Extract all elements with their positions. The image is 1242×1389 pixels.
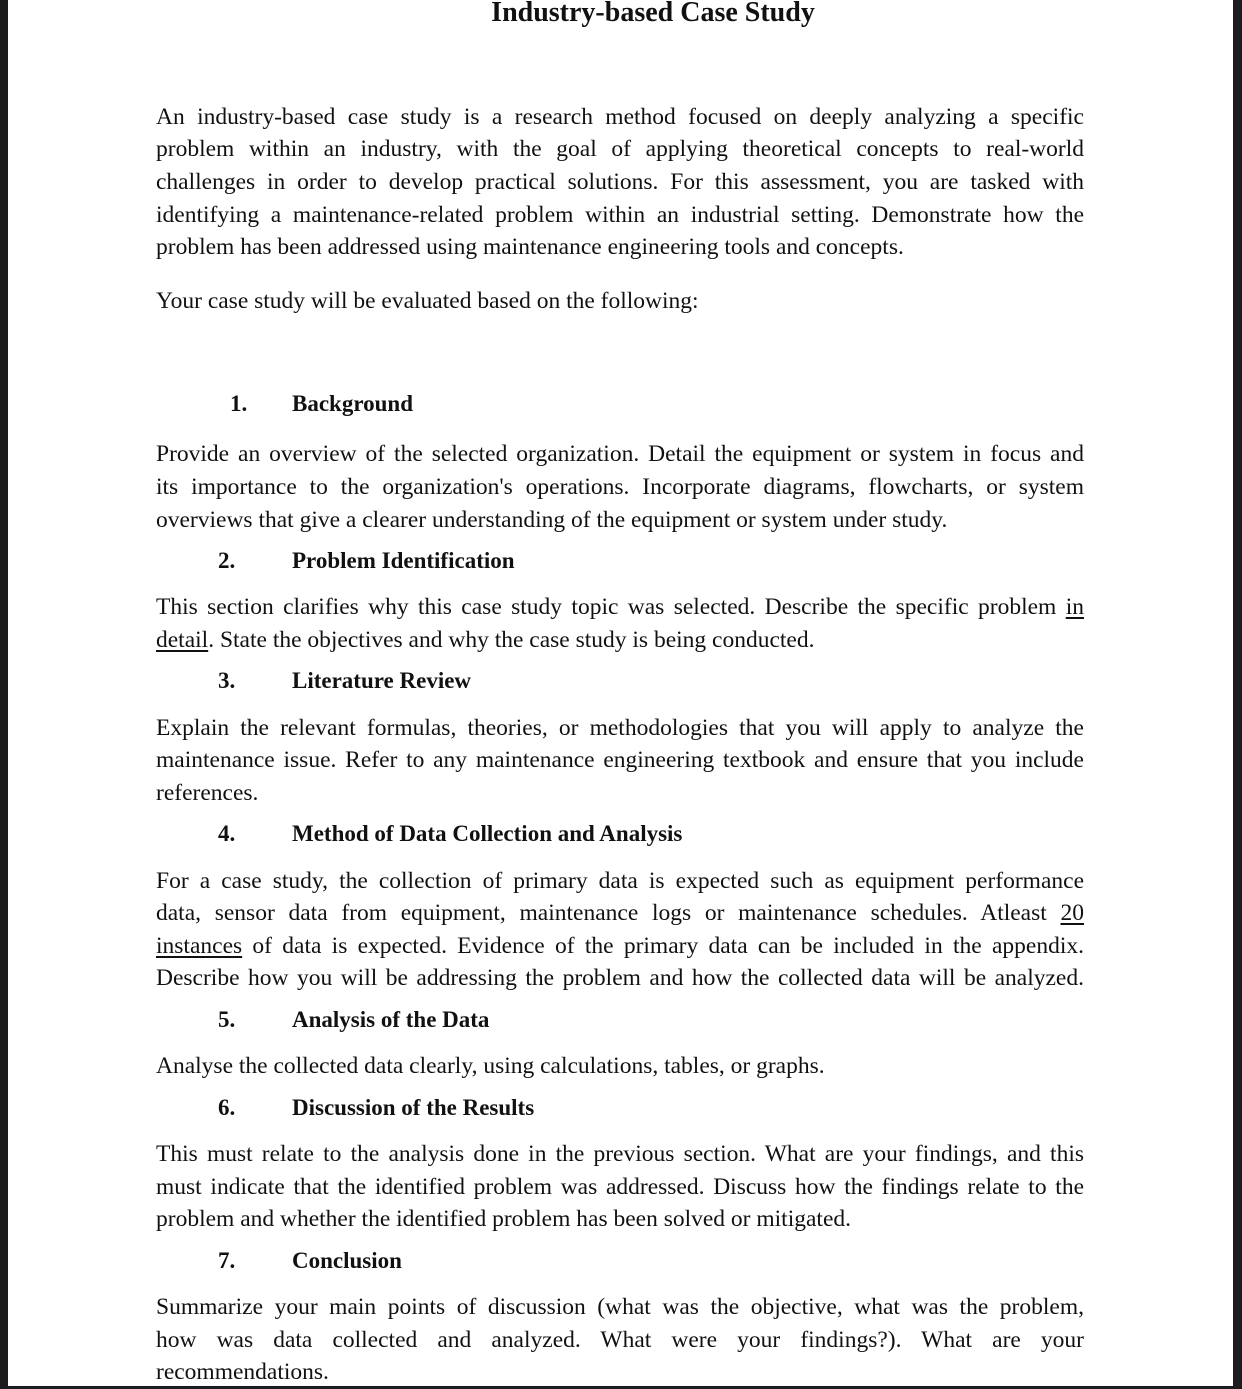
section-heading: Problem Identification	[292, 548, 515, 573]
text-segment: data, sensor data from equipment, maintenance logs or maintenance schedules. Atleast	[156, 900, 1061, 926]
paragraph-line	[156, 285, 1084, 318]
text-segment: its importance to the organization's operations. Incorporate diagrams, flowcharts, or system	[156, 474, 1084, 500]
paragraph-line	[156, 624, 1084, 657]
text-segment: An industry-based case study is a research method focused on deeply analyzing a specific	[156, 104, 1084, 130]
document-page	[8, 0, 1233, 1386]
text-segment: Summarize your main points of discussion (what was the objective, what was the problem,	[156, 1294, 1084, 1320]
text-segment: references.	[156, 780, 259, 806]
section-heading: Discussion of the Results	[292, 1095, 535, 1120]
paragraph-line	[156, 199, 1084, 232]
text-segment: Your case study will be evaluated based on the following:	[156, 288, 699, 314]
text-segment: Describe how you will be addressing the problem and how the collected data will be analyzed.	[156, 965, 1084, 991]
paragraph-line	[156, 865, 1084, 898]
text-segment: . State the objectives and why the case study is being conducted.	[208, 627, 815, 653]
section-number: 1.	[230, 391, 248, 416]
underlined-text: detail	[156, 627, 209, 653]
paragraph-line	[156, 504, 1084, 537]
section-heading: Literature Review	[292, 668, 472, 693]
paragraph-line	[156, 1291, 1084, 1324]
paragraph-line	[156, 101, 1084, 134]
paragraph-line	[156, 1171, 1084, 1204]
text-segment: Analyse the collected data clearly, using calculations, tables, or graphs.	[156, 1053, 825, 1079]
section-heading: Conclusion	[292, 1248, 402, 1273]
paragraph-line	[156, 897, 1084, 930]
text-segment: Provide an overview of the selected organization. Detail the equipment or system in focus and	[156, 441, 1084, 467]
paragraph-line	[156, 777, 1084, 810]
paragraph-line	[156, 744, 1084, 777]
text-segment: This must relate to the analysis done in the previous section. What are your findings, and this	[156, 1141, 1084, 1167]
text-segment: problem has been addressed using maintenance engineering tools and concepts.	[156, 234, 904, 260]
text-segment: problem and whether the identified problem has been solved or mitigated.	[156, 1206, 852, 1232]
text-segment: challenges in order to develop practical solutions. For this assessment, you are tasked with	[156, 169, 1084, 195]
underlined-text: in	[1065, 594, 1084, 620]
paragraph-line	[156, 1203, 1084, 1236]
section-number: 4.	[218, 821, 236, 846]
paragraph-line	[156, 1050, 1084, 1083]
section-heading: Method of Data Collection and Analysis	[292, 821, 683, 846]
section-number: 2.	[218, 548, 236, 573]
section-heading: Analysis of the Data	[292, 1007, 490, 1032]
section-number: 5.	[218, 1007, 236, 1032]
paragraph-line	[156, 231, 1084, 264]
underlined-text: 20	[1060, 900, 1084, 926]
paragraph-line	[156, 591, 1084, 624]
text-segment: maintenance issue. Refer to any maintenance engineering textbook and ensure that you include	[156, 747, 1084, 773]
text-segment: overviews that give a clearer understanding of the equipment or system under study.	[156, 507, 948, 533]
paragraph-line	[156, 166, 1084, 199]
text-segment: must indicate that the identified problem was addressed. Discuss how the findings relate to the	[156, 1174, 1084, 1200]
paragraph-line	[156, 930, 1084, 963]
paragraph-line	[156, 712, 1084, 745]
paragraph-line	[156, 1324, 1084, 1357]
paragraph-line	[156, 438, 1084, 471]
section-number: 3.	[218, 668, 236, 693]
paragraph-line	[156, 1356, 1084, 1389]
text-segment: of data is expected. Evidence of the primary data can be included in the appendix.	[242, 933, 1084, 959]
document-title: Industry-based Case Study	[491, 0, 815, 28]
paragraph-line	[156, 471, 1084, 504]
underlined-text: instances	[156, 933, 243, 959]
text-segment: This section clarifies why this case study topic was selected. Describe the specific problem	[156, 594, 1066, 620]
text-segment: problem within an industry, with the goal of applying theoretical concepts to real-world	[156, 136, 1084, 162]
text-segment: how was data collected and analyzed. What were your findings?). What are your	[156, 1327, 1084, 1353]
text-segment: recommendations.	[156, 1359, 329, 1385]
section-number: 7.	[218, 1248, 236, 1273]
section-heading: Background	[292, 391, 414, 416]
text-segment: identifying a maintenance-related problem within an industrial setting. Demonstrate how the	[156, 202, 1084, 228]
section-number: 6.	[218, 1095, 236, 1120]
paragraph-line	[156, 1138, 1084, 1171]
text-segment: Explain the relevant formulas, theories, or methodologies that you will apply to analyze the	[156, 715, 1084, 741]
paragraph-line	[156, 133, 1084, 166]
paragraph-line	[156, 962, 1084, 995]
text-segment: For a case study, the collection of primary data is expected such as equipment performance	[156, 868, 1084, 894]
